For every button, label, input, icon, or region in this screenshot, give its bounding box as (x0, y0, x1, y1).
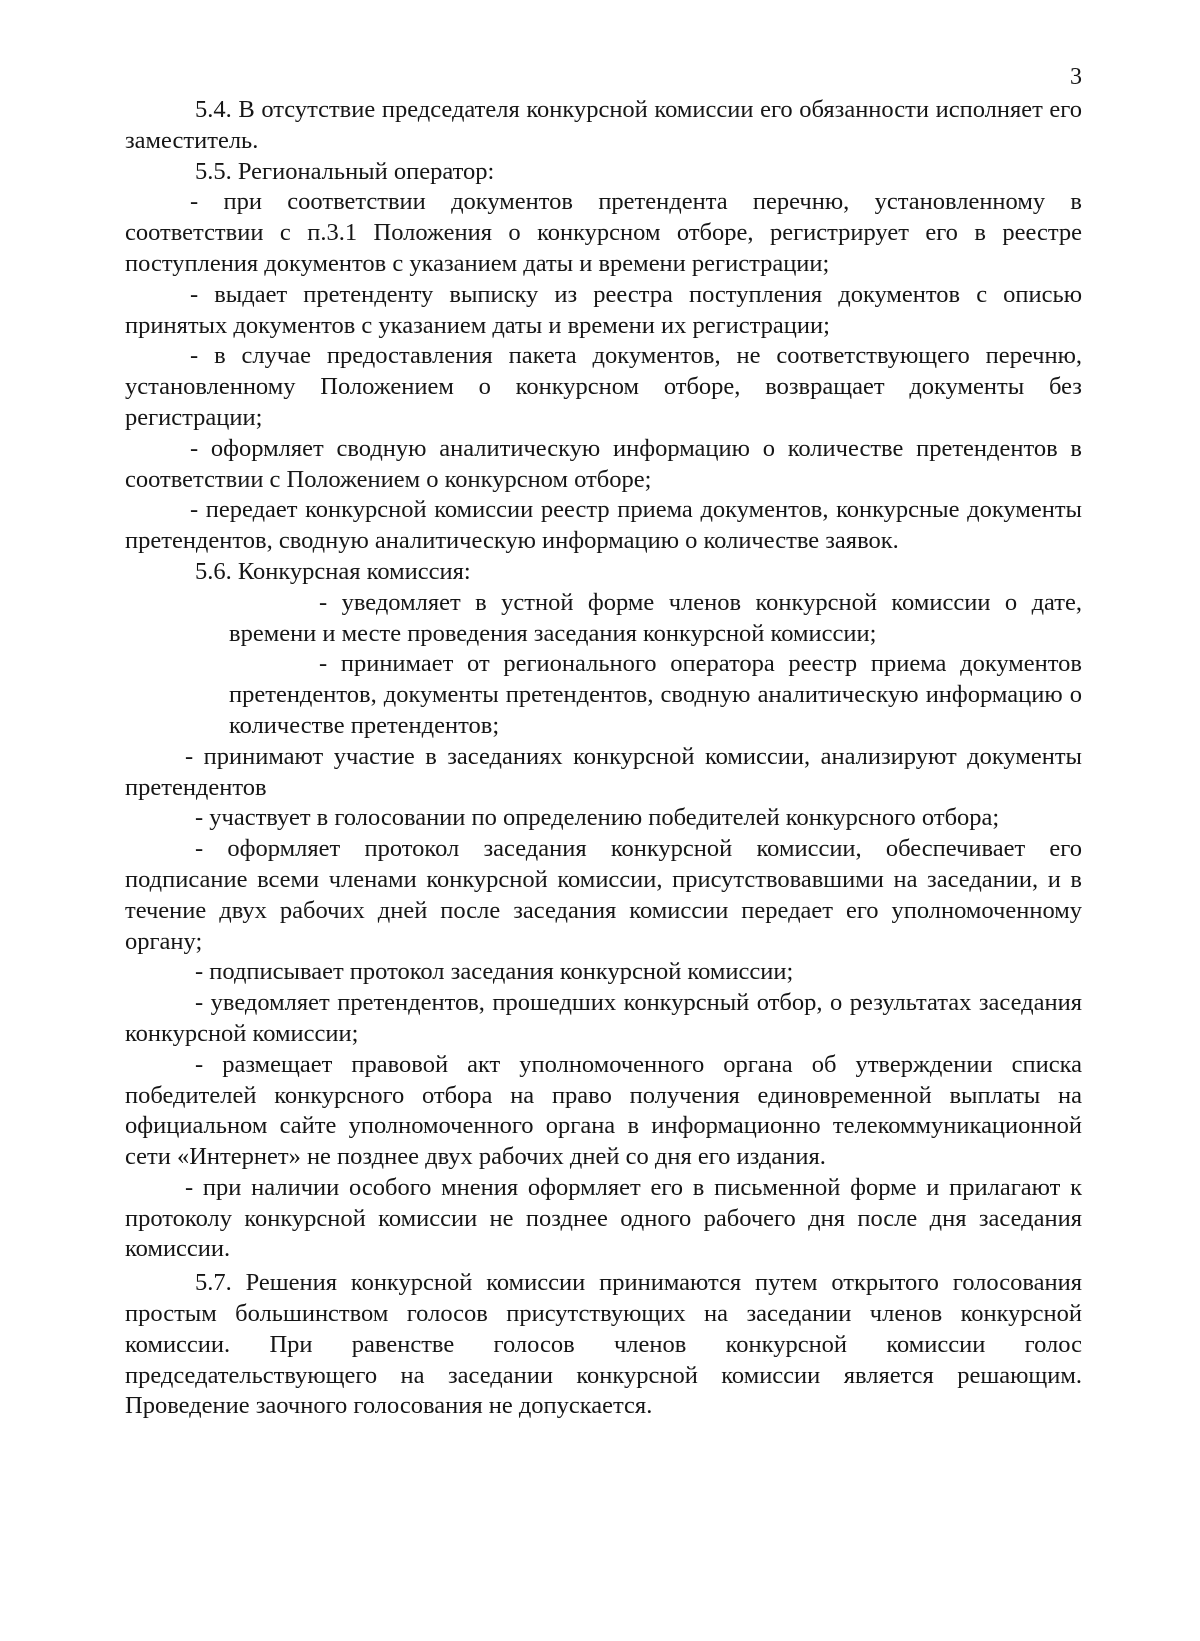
clause-5-5-item-5: - передает конкурсной комиссии реестр приема документов, конкурсные документы претендентов, сводную аналитическую информацию о количестве заявок. (125, 496, 1082, 555)
clause-5-5-item-1: - при соответствии документов претендента перечню, установленному в соответствии с п.3.1 Положения о конкурсном отборе, регистрирует его в реестре поступления документов с указанием даты и времени регистрации; (125, 188, 1082, 277)
clause-5-6-item-5: - оформляет протокол заседания конкурсной комиссии, обеспечивает его подписание всеми членами конкурсной комиссии, присутствовавшими на заседании, и в течение двух рабочих дней после заседания комиссии передает его уполномоченному органу; (125, 835, 1082, 955)
clause-5-6-item-6: - подписывает протокол заседания конкурсной комиссии; (195, 958, 794, 986)
clause-5-6-item-9: - при наличии особого мнения оформляет его в письменной форме и прилагают к протоколу конкурсной комиссии не позднее одного рабочего дня после дня заседания комиссии. (125, 1173, 1082, 1263)
document-body (125, 95, 1082, 1422)
clause-5-6-item-7: - уведомляет претендентов, прошедших конкурсный отбор, о результатах заседания конкурсной комиссии; (125, 989, 1082, 1047)
clause-5-7: 5.7. Решения конкурсной комиссии принимаются путем открытого голосования простым большинством голосов присутствующих на заседании членов конкурсной комиссии. При равенстве голосов членов конкурсной комиссии голос председательствующего на заседании конкурсной комиссии является решающим. Проведение заочного голосования не допускается. (125, 1269, 1082, 1420)
clause-5-6-item-3: - принимают участие в заседаниях конкурсной комиссии, анализируют документы претендентов (125, 742, 1082, 801)
clause-5-5-item-3: - в случае предоставления пакета документов, не соответствующего перечню, установленному Положением о конкурсном отборе, возвращает документы без регистрации; (125, 342, 1082, 431)
clause-5-6-item-8: - размещает правовой акт уполномоченного органа об утверждении списка победителей конкурсного отбора на право получения единовременной выплаты на официальном сайте уполномоченного органа в информационно телекоммуникационной сети «Интернет» не позднее двух рабочих дней со дня его издания. (125, 1050, 1082, 1171)
clause-5-5-item-4: - оформляет сводную аналитическую информацию о количестве претендентов в соответствии с Положением о конкурсном отборе; (125, 434, 1082, 493)
clause-5-6-item-2: - принимает от регионального оператора реестр приема документов претендентов, документы претендентов, сводную аналитическую информацию о количестве претендентов; (229, 650, 1082, 739)
clause-5-6-heading: 5.6. Конкурсная комиссия: (195, 557, 471, 585)
clause-5-5-heading: 5.5. Региональный оператор: (195, 157, 495, 185)
clause-5-4: 5.4. В отсутствие председателя конкурсной комиссии его обязанности исполняет его заместитель. (125, 96, 1082, 154)
clause-5-6-item-4: - участвует в голосовании по определению победителей конкурсного отбора; (195, 804, 1000, 832)
clause-5-6-item-1: - уведомляет в устной форме членов конкурсной комиссии о дате, времени и месте проведения заседания конкурсной комиссии; (229, 588, 1082, 647)
page-number: 3 (1070, 64, 1082, 90)
clause-5-5-item-2: - выдает претенденту выписку из реестра поступления документов с описью принятых документов с указанием даты и времени их регистрации; (125, 280, 1082, 339)
